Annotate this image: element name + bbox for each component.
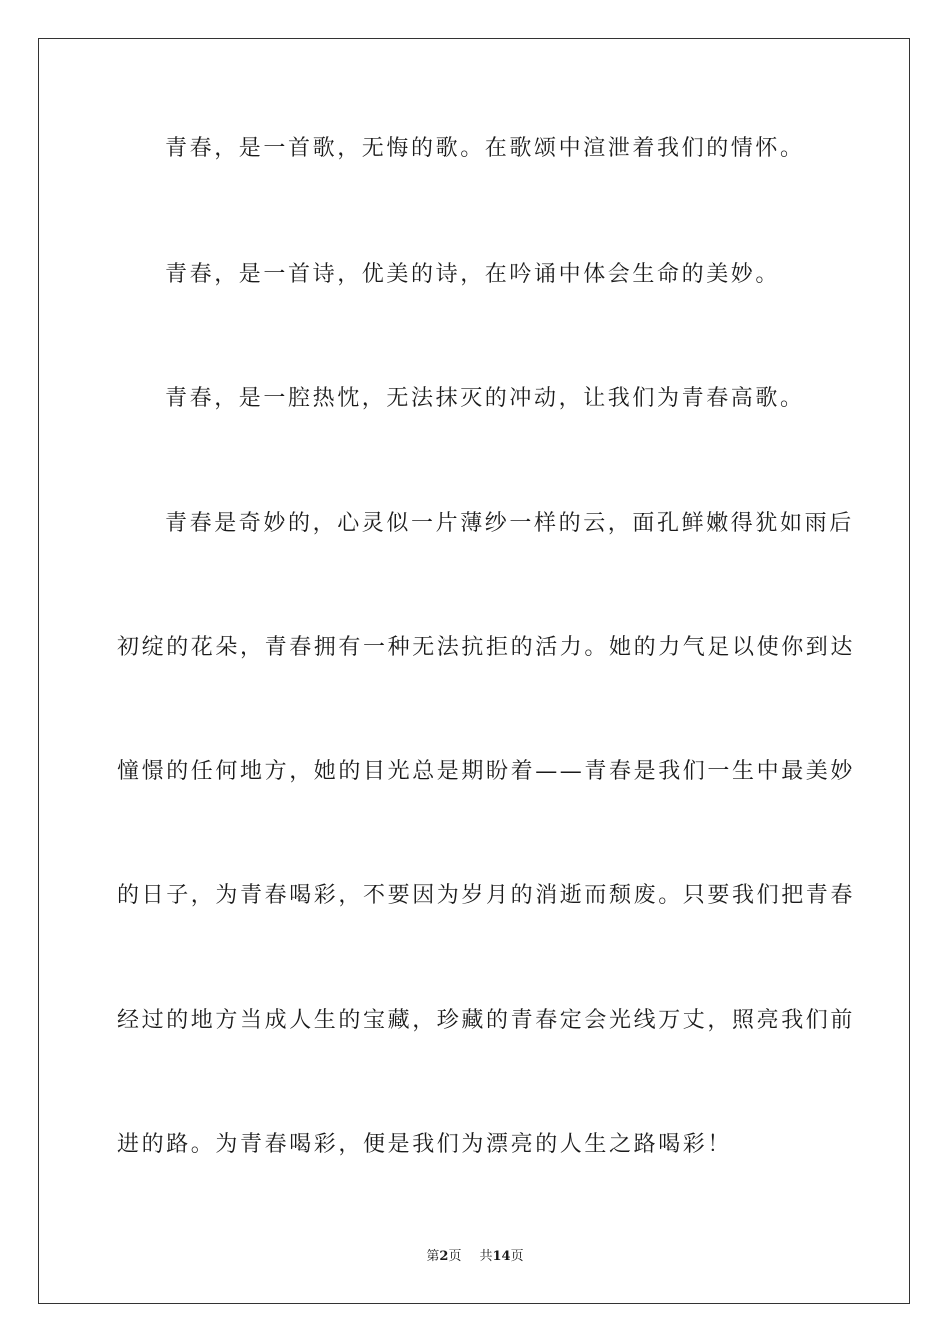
paragraph-4-line-6: 进的路。为青春喝彩，便是我们为漂亮的人生之路喝彩！ (117, 1132, 733, 1157)
total-prefix: 共 (479, 1249, 493, 1264)
paragraph-4-line-3: 憧憬的任何地方，她的目光总是期盼着——青春是我们一生中最美妙 (117, 759, 856, 784)
paragraph-4-line-4: 的日子，为青春喝彩，不要因为岁月的消逝而颓废。只要我们把青春 (117, 883, 856, 908)
paragraph-1-line-1: 青春，是一首歌，无悔的歌。在歌颂中渲泄着我们的情怀。 (165, 136, 805, 161)
total-suffix: 页 (510, 1249, 524, 1264)
page-footer (0, 1248, 950, 1266)
page-border (38, 38, 910, 1304)
paragraph-4-line-2: 初绽的花朵，青春拥有一种无法抗拒的活力。她的力气足以使你到达 (117, 635, 856, 660)
total-pages: 14 (492, 1249, 511, 1264)
paragraph-4-line-1: 青春是奇妙的，心灵似一片薄纱一样的云，面孔鲜嫩得犹如雨后 (165, 511, 854, 536)
page-suffix: 页 (448, 1249, 462, 1264)
page-prefix: 第 (426, 1249, 440, 1264)
page-number: 2 (439, 1249, 449, 1264)
paragraph-2-line-1: 青春，是一首诗，优美的诗，在吟诵中体会生命的美妙。 (165, 262, 781, 287)
paragraph-4-line-5: 经过的地方当成人生的宝藏，珍藏的青春定会光线万丈，照亮我们前 (117, 1008, 856, 1033)
paragraph-3-line-1: 青春，是一腔热忱，无法抹灭的冲动，让我们为青春高歌。 (165, 386, 805, 411)
